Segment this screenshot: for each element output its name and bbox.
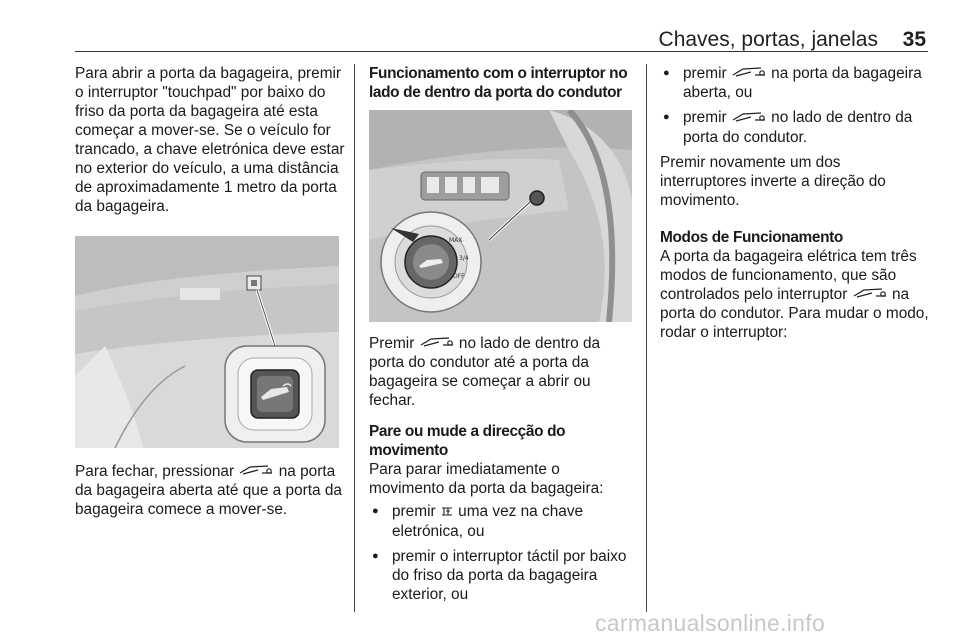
stop-bullet-list-continued bbox=[660, 64, 930, 147]
bullet-text-start: premir bbox=[683, 65, 727, 82]
section-title: Chaves, portas, janelas bbox=[658, 28, 878, 51]
tailgate-icon bbox=[419, 334, 455, 353]
column-2 bbox=[369, 64, 635, 102]
stop-change-direction-heading: Pare ou mude a direcção do movimento bbox=[369, 423, 566, 460]
list-item bbox=[660, 108, 930, 146]
driver-door-paragraph bbox=[369, 334, 635, 410]
tailgate-close-paragraph bbox=[75, 462, 343, 519]
column-2-lower bbox=[369, 334, 635, 610]
list-item bbox=[660, 64, 930, 102]
tailgate-icon bbox=[731, 109, 767, 128]
column-1 bbox=[75, 64, 345, 216]
column-1-lower bbox=[75, 462, 343, 519]
svg-text:3/4: 3/4 bbox=[459, 255, 469, 262]
tailgate-icon bbox=[731, 64, 767, 83]
operating-modes-paragraph bbox=[660, 247, 930, 342]
list-item: ● premir o interruptor táctil por baixo do friso da porta da bagageira exterior, ou bbox=[369, 547, 635, 604]
stop-paragraph: Para parar imediatamente o movimento da porta da bagageira: bbox=[369, 461, 604, 498]
bullet-text-start: premir bbox=[683, 109, 727, 127]
close-text-start: Para fechar, pressionar bbox=[75, 463, 235, 480]
press-text: Premir bbox=[369, 335, 415, 352]
svg-text:MAX: MAX bbox=[449, 237, 463, 244]
key-fob-tailgate-icon bbox=[440, 503, 454, 522]
tailgate-icon bbox=[852, 285, 888, 304]
bullet-text-end: uma vez na chave eletrónica, ou bbox=[392, 503, 584, 540]
driver-door-switch-illustration bbox=[369, 110, 632, 322]
driver-door-illustration-svg bbox=[369, 110, 632, 322]
header-rule bbox=[75, 51, 928, 52]
modes-text-start: A porta da bagageira elétrica tem três modos de funcionamento, que são controlados pelo interruptor bbox=[660, 247, 917, 303]
tailgate-touchpad-illustration bbox=[75, 236, 339, 448]
list-item bbox=[369, 502, 635, 540]
reverse-direction-paragraph: Premir novamente um dos interruptores inverte a direção do movimento. bbox=[660, 153, 886, 209]
svg-text:OFF: OFF bbox=[453, 273, 465, 280]
bullet-text-end: no lado de dentro da porta do condutor. bbox=[683, 109, 913, 146]
page-number: 35 bbox=[902, 28, 926, 51]
tailgate-illustration-svg bbox=[75, 236, 339, 448]
bullet-text-end: na porta da bagageira aberta, ou bbox=[683, 65, 922, 102]
modes-text-end: na porta do condutor. Para mudar o modo, rodar o interruptor: bbox=[660, 285, 929, 342]
tailgate-icon bbox=[238, 462, 274, 481]
driver-door-switch-heading: Funcionamento com o interruptor no lado de dentro da porta do condutor bbox=[369, 65, 628, 101]
column-divider-left bbox=[354, 64, 355, 612]
driver-door-text-end: no lado de dentro da porta do condutor até a porta da bagageira se começar a abrir ou fechar. bbox=[369, 335, 601, 410]
tailgate-open-paragraph: Para abrir a porta da bagageira, premir o interruptor "touchpad" por baixo do friso da porta da bagageira até esta começar a mover-se. Se o veículo for trancado, a chave eletrónica deve estar no exterior do veículo, a uma distância de aproximadamente 1 metro da porta da bagageira. bbox=[75, 65, 345, 215]
close-text-end: na porta da bagageira aberta até que a porta da bagageira comece a mover-se. bbox=[75, 463, 342, 519]
column-3 bbox=[660, 64, 930, 342]
watermark: carmanualsonline.info bbox=[595, 610, 826, 636]
operating-modes-heading: Modos de Funcionamento bbox=[660, 228, 843, 246]
stop-bullet-list bbox=[369, 502, 635, 603]
column-divider-right bbox=[646, 64, 647, 612]
bullet-text-start: premir bbox=[392, 503, 436, 521]
